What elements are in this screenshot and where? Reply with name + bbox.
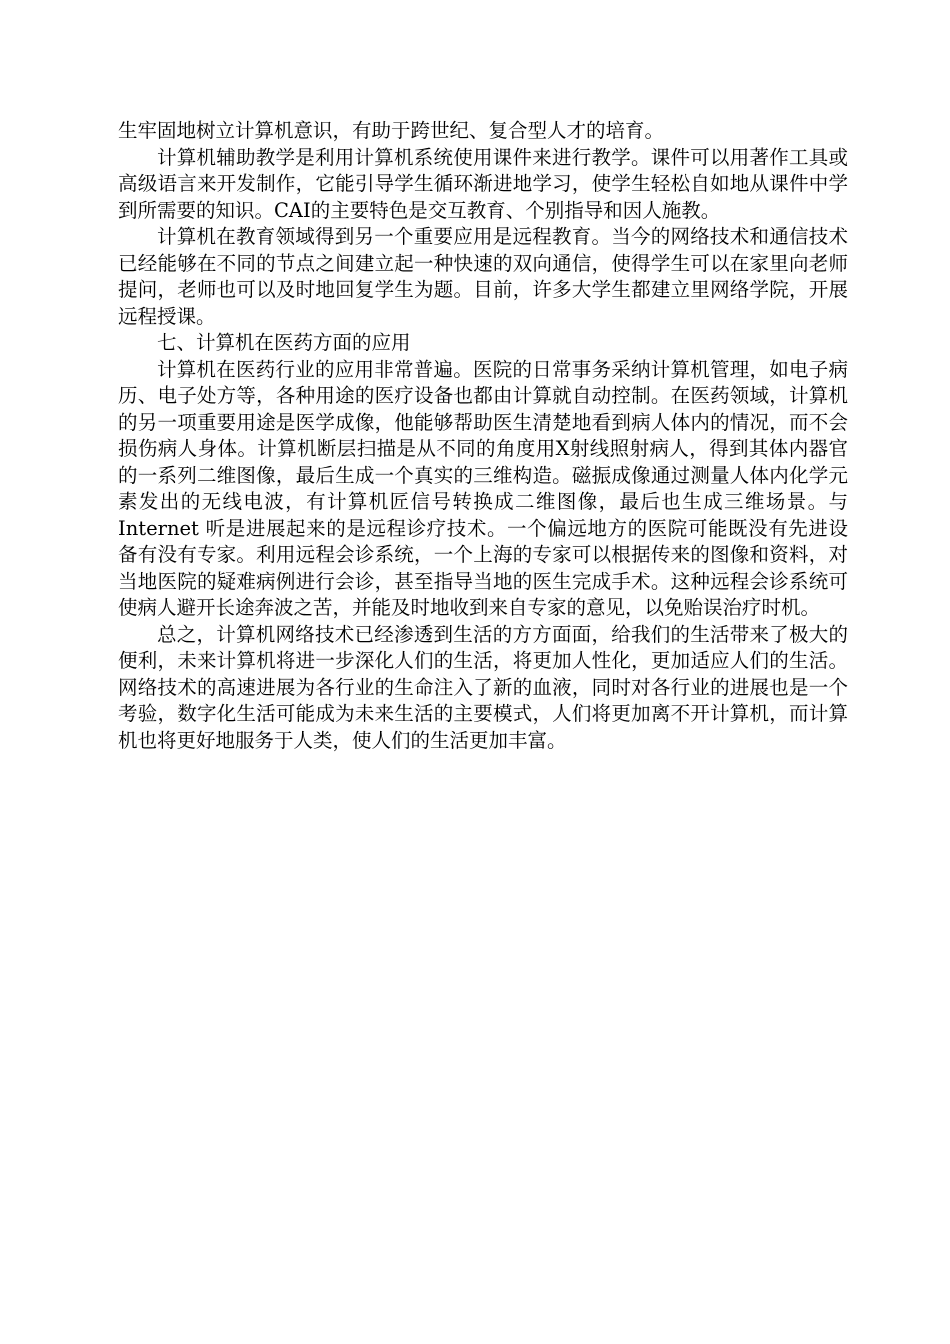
paragraph-continuation: 生牢固地树立计算机意识，有助于跨世纪、复合型人才的培育。: [118, 119, 665, 142]
document-body: [118, 118, 848, 754]
paragraph-conclusion: 总之，计算机网络技术已经渗透到生活的方方面面，给我们的生活带来了极大的便利，未来计算机将进一步深化人们的生活，将更加人性化，更加适应人们的生活。网络技术的高速进展为各行业的生命注入了新的血液，同时对各行业的进展也是一个考验，数字化生活可能成为未来生活的主要模式，人们将更加离不开计算机，而计算机也将更好地服务于人类，使人们的生活更加丰富。: [118, 622, 848, 752]
paragraph-remote-education: 计算机在教育领域得到另一个重要应用是远程教育。当今的网络技术和通信技术已经能够在不同的节点之间建立起一种快速的双向通信，使得学生可以在家里向老师提问，老师也可以及时地回复学生为题。目前，许多大学生都建立里网络学院，开展远程授课。: [118, 225, 848, 328]
section-heading-medicine: 七、计算机在医药方面的应用: [157, 331, 411, 354]
paragraph-cai: 计算机辅助教学是利用计算机系统使用课件来进行教学。课件可以用著作工具或高级语言来开发制作，它能引导学生循环渐进地学习，使学生轻松自如地从课件中学到所需要的知识。CAI的主要特色是交互教育、个别指导和因人施教。: [118, 145, 848, 222]
paragraph-medicine: 计算机在医药行业的应用非常普遍。医院的日常事务采纳计算机管理，如电子病历、电子处方等，各种用途的医疗设备也都由计算就自动控制。在医药领域，计算机的另一项重要用途是医学成像，他能够帮助医生清楚地看到病人体内的情况，而不会损伤病人身体。计算机断层扫描是从不同的角度用X射线照射病人，得到其体内器官的一系列二维图像，最后生成一个真实的三维构造。磁振成像通过测量人体内化学元素发出的无线电波，有计算机匠信号转换成二维图像，最后也生成三维场景。与 Internet 听是进展起来的是远程诊疗技术。一个偏远地方的医院可能既没有先进设备有没有专家。利用远程会诊系统，一个上海的专家可以根据传来的图像和资料，对当地医院的疑难病例进行会诊，甚至指导当地的医生完成手术。这种远程会诊系统可使病人避开长途奔波之苦，并能及时地收到来自专家的意见，以免贻误治疗时机。: [118, 357, 848, 619]
